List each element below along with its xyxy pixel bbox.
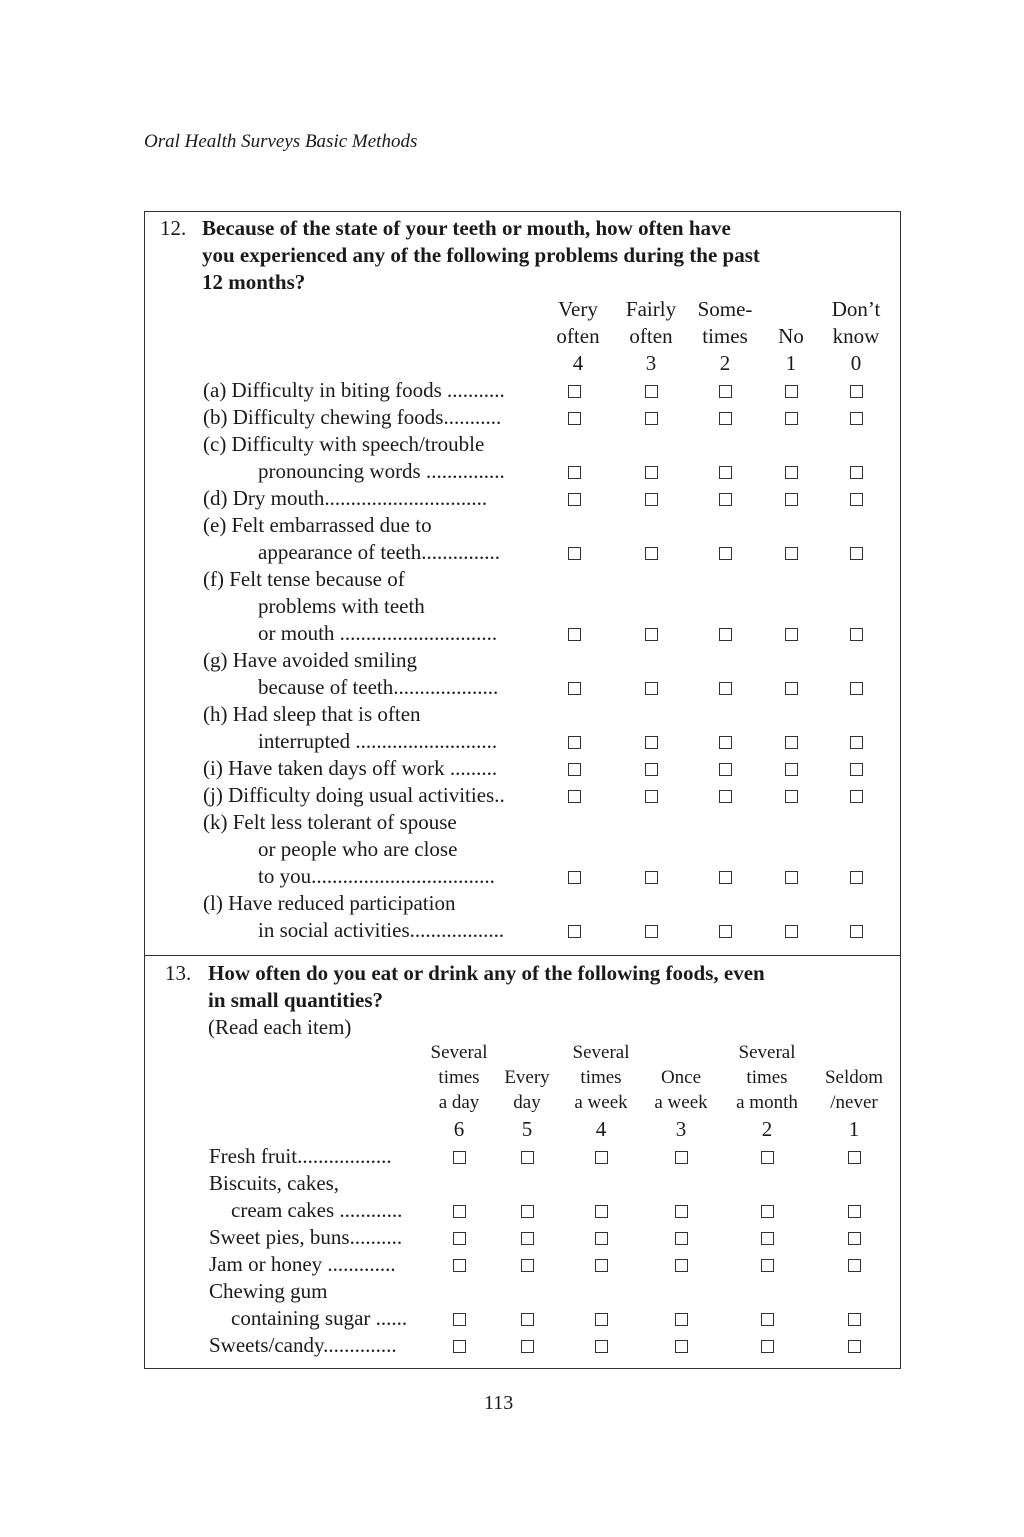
q12-item-label: because of teeth.................... <box>258 675 499 699</box>
q13-answer-checkbox[interactable] <box>595 1232 608 1245</box>
q12-column-code: 0 <box>850 351 862 375</box>
q12-item-label: (g) Have avoided smiling <box>203 648 418 672</box>
q12-column-code: 3 <box>645 351 657 375</box>
q13-column-code: 3 <box>675 1117 687 1141</box>
q12-answer-checkbox[interactable] <box>785 412 798 425</box>
q13-column-header: a month <box>736 1092 798 1113</box>
q12-answer-checkbox[interactable] <box>785 547 798 560</box>
q12-column-header: times <box>702 324 748 348</box>
q12-item-label: or mouth .............................. <box>258 621 498 645</box>
q13-column-code: 4 <box>595 1117 607 1141</box>
q12-answer-checkbox[interactable] <box>850 682 863 695</box>
q12-answer-checkbox[interactable] <box>785 790 798 803</box>
q12-column-header: Some- <box>697 297 753 321</box>
q13-answer-checkbox[interactable] <box>675 1313 688 1326</box>
q13-item-label: Jam or honey ............. <box>209 1252 396 1276</box>
q12-answer-checkbox[interactable] <box>785 871 798 884</box>
q13-answer-checkbox[interactable] <box>595 1340 608 1353</box>
q12-item-label: (e) Felt embarrassed due to <box>203 513 432 537</box>
q13-item-label: Fresh fruit.................. <box>209 1144 392 1168</box>
q12-answer-checkbox[interactable] <box>568 763 581 776</box>
q12-answer-checkbox[interactable] <box>785 682 798 695</box>
q12-answer-checkbox[interactable] <box>568 925 581 938</box>
q13-note: (Read each item) <box>208 1015 352 1039</box>
q12-answer-checkbox[interactable] <box>645 547 658 560</box>
q12-column-header: often <box>556 324 600 348</box>
q12-answer-checkbox[interactable] <box>645 763 658 776</box>
q13-item-label: Biscuits, cakes, <box>209 1171 340 1195</box>
q12-column-header: Very <box>558 297 598 321</box>
q12-answer-checkbox[interactable] <box>568 628 581 641</box>
q12-answer-checkbox[interactable] <box>645 466 658 479</box>
q13-column-header: /never <box>830 1092 878 1113</box>
q12-text-line: 12 months? <box>202 270 306 294</box>
q12-answer-checkbox[interactable] <box>568 385 581 398</box>
q13-answer-checkbox[interactable] <box>761 1340 774 1353</box>
q12-item-label: in social activities.................. <box>258 918 505 942</box>
q12-answer-checkbox[interactable] <box>719 682 732 695</box>
q12-answer-checkbox[interactable] <box>568 871 581 884</box>
q12-answer-checkbox[interactable] <box>645 790 658 803</box>
q12-answer-checkbox[interactable] <box>785 763 798 776</box>
q13-answer-checkbox[interactable] <box>761 1205 774 1218</box>
q13-answer-checkbox[interactable] <box>675 1151 688 1164</box>
q13-answer-checkbox[interactable] <box>675 1232 688 1245</box>
q13-item-label: cream cakes ............ <box>231 1198 403 1222</box>
q12-column-header: know <box>832 324 880 348</box>
q12-answer-checkbox[interactable] <box>850 790 863 803</box>
q12-answer-checkbox[interactable] <box>850 547 863 560</box>
q13-answer-checkbox[interactable] <box>595 1205 608 1218</box>
q13-column-header: Seldom <box>824 1067 884 1088</box>
q13-column-header: Several <box>738 1042 796 1063</box>
q12-answer-checkbox[interactable] <box>719 385 732 398</box>
q13-answer-checkbox[interactable] <box>848 1313 861 1326</box>
q12-item-label: interrupted ........................... <box>258 729 498 753</box>
q12-item-label: (j) Difficulty doing usual activities.. <box>203 783 505 807</box>
q12-answer-checkbox[interactable] <box>719 736 732 749</box>
q12-answer-checkbox[interactable] <box>850 385 863 398</box>
q12-answer-checkbox[interactable] <box>645 385 658 398</box>
q12-answer-checkbox[interactable] <box>850 736 863 749</box>
q12-answer-checkbox[interactable] <box>568 547 581 560</box>
q12-answer-checkbox[interactable] <box>719 790 732 803</box>
q12-item-label: (d) Dry mouth............................... <box>203 486 488 510</box>
q13-answer-checkbox[interactable] <box>521 1205 534 1218</box>
q12-item-label: (l) Have reduced participation <box>203 891 456 915</box>
q13-answer-checkbox[interactable] <box>453 1151 466 1164</box>
q12-answer-checkbox[interactable] <box>568 466 581 479</box>
q12-item-label: to you................................... <box>258 864 495 888</box>
q12-column-header: Fairly <box>625 297 677 321</box>
q13-column-header: times <box>746 1067 788 1088</box>
q12-answer-checkbox[interactable] <box>719 493 732 506</box>
q13-column-code: 5 <box>521 1117 533 1141</box>
section-divider <box>144 955 901 956</box>
q13-answer-checkbox[interactable] <box>761 1259 774 1272</box>
q12-column-header: No <box>778 324 804 348</box>
q13-answer-checkbox[interactable] <box>848 1340 861 1353</box>
q13-column-header: Once <box>660 1067 702 1088</box>
q12-answer-checkbox[interactable] <box>645 628 658 641</box>
q12-column-header: often <box>629 324 673 348</box>
q12-answer-checkbox[interactable] <box>850 925 863 938</box>
q12-answer-checkbox[interactable] <box>719 547 732 560</box>
q12-item-label: (i) Have taken days off work ......... <box>203 756 498 780</box>
q12-column-code: 2 <box>719 351 731 375</box>
q12-item-label: (c) Difficulty with speech/trouble <box>203 432 485 456</box>
q12-answer-checkbox[interactable] <box>719 466 732 479</box>
q12-answer-checkbox[interactable] <box>785 925 798 938</box>
q12-answer-checkbox[interactable] <box>645 682 658 695</box>
q13-column-header: times <box>438 1067 480 1088</box>
q12-answer-checkbox[interactable] <box>785 493 798 506</box>
q13-answer-checkbox[interactable] <box>848 1232 861 1245</box>
q12-item-label: (b) Difficulty chewing foods........... <box>203 405 502 429</box>
q13-column-header: Every <box>504 1067 550 1088</box>
q12-answer-checkbox[interactable] <box>850 412 863 425</box>
q13-column-header: Several <box>572 1042 630 1063</box>
q12-answer-checkbox[interactable] <box>850 763 863 776</box>
q13-column-header: a day <box>438 1092 480 1113</box>
q13-item-label: containing sugar ...... <box>231 1306 408 1330</box>
q12-item-label: (k) Felt less tolerant of spouse <box>203 810 457 834</box>
q13-column-code: 1 <box>848 1117 860 1141</box>
q13-column-header: a week <box>574 1092 628 1113</box>
q13-answer-checkbox[interactable] <box>595 1151 608 1164</box>
q12-item-label: pronouncing words ............... <box>258 459 505 483</box>
q13-answer-checkbox[interactable] <box>675 1259 688 1272</box>
q12-item-label: (h) Had sleep that is often <box>203 702 421 726</box>
q13-text-line: in small quantities? <box>208 988 384 1012</box>
q12-answer-checkbox[interactable] <box>645 412 658 425</box>
q12-answer-checkbox[interactable] <box>719 412 732 425</box>
q13-answer-checkbox[interactable] <box>595 1259 608 1272</box>
q13-answer-checkbox[interactable] <box>761 1151 774 1164</box>
q12-item-label: (f) Felt tense because of <box>203 567 405 591</box>
q13-answer-checkbox[interactable] <box>453 1313 466 1326</box>
q13-answer-checkbox[interactable] <box>761 1313 774 1326</box>
q13-column-code: 6 <box>453 1117 465 1141</box>
q12-answer-checkbox[interactable] <box>719 763 732 776</box>
q13-column-code: 2 <box>761 1117 773 1141</box>
q12-answer-checkbox[interactable] <box>645 736 658 749</box>
q13-item-label: Sweets/candy.............. <box>209 1333 397 1357</box>
q12-answer-checkbox[interactable] <box>719 925 732 938</box>
q12-column-code: 1 <box>785 351 797 375</box>
q12-answer-checkbox[interactable] <box>785 466 798 479</box>
q13-answer-checkbox[interactable] <box>521 1232 534 1245</box>
q13-answer-checkbox[interactable] <box>848 1259 861 1272</box>
q12-answer-checkbox[interactable] <box>719 871 732 884</box>
q13-column-header: times <box>580 1067 622 1088</box>
q12-answer-checkbox[interactable] <box>719 628 732 641</box>
q13-answer-checkbox[interactable] <box>521 1151 534 1164</box>
q12-text-line: you experienced any of the following problems during the past <box>202 243 760 267</box>
q13-text-line: How often do you eat or drink any of the following foods, even <box>208 961 765 985</box>
q13-answer-checkbox[interactable] <box>453 1259 466 1272</box>
q13-answer-checkbox[interactable] <box>675 1205 688 1218</box>
q13-answer-checkbox[interactable] <box>453 1232 466 1245</box>
q13-answer-checkbox[interactable] <box>848 1205 861 1218</box>
q12-column-code: 4 <box>572 351 584 375</box>
q12-answer-checkbox[interactable] <box>568 493 581 506</box>
q13-answer-checkbox[interactable] <box>453 1340 466 1353</box>
q12-answer-checkbox[interactable] <box>850 466 863 479</box>
q12-answer-checkbox[interactable] <box>850 871 863 884</box>
q12-answer-checkbox[interactable] <box>568 412 581 425</box>
q13-item-label: Sweet pies, buns.......... <box>209 1225 403 1249</box>
q12-answer-checkbox[interactable] <box>785 628 798 641</box>
q13-answer-checkbox[interactable] <box>675 1340 688 1353</box>
q13-answer-checkbox[interactable] <box>521 1313 534 1326</box>
q13-answer-checkbox[interactable] <box>453 1205 466 1218</box>
running-head: Oral Health Surveys Basic Methods <box>144 131 418 152</box>
q13-column-header: day <box>513 1092 541 1113</box>
q12-item-label: (a) Difficulty in biting foods ........... <box>203 378 505 402</box>
q12-answer-checkbox[interactable] <box>645 493 658 506</box>
q13-column-header: a week <box>654 1092 708 1113</box>
q13-item-label: Chewing gum <box>209 1279 328 1303</box>
q12-item-label: or people who are close <box>258 837 458 861</box>
q12-item-label: problems with teeth <box>258 594 425 618</box>
q12-answer-checkbox[interactable] <box>785 385 798 398</box>
q12-column-header: Don’t <box>831 297 881 321</box>
q12-answer-checkbox[interactable] <box>785 736 798 749</box>
q12-answer-checkbox[interactable] <box>645 925 658 938</box>
q13-answer-checkbox[interactable] <box>595 1313 608 1326</box>
q12-answer-checkbox[interactable] <box>850 493 863 506</box>
q13-number: 13. <box>165 961 192 985</box>
q13-answer-checkbox[interactable] <box>761 1232 774 1245</box>
page-number: 113 <box>484 1392 514 1414</box>
q12-answer-checkbox[interactable] <box>568 682 581 695</box>
q12-answer-checkbox[interactable] <box>568 790 581 803</box>
q13-answer-checkbox[interactable] <box>521 1340 534 1353</box>
q12-answer-checkbox[interactable] <box>568 736 581 749</box>
q13-column-header: Several <box>430 1042 488 1063</box>
q12-answer-checkbox[interactable] <box>850 628 863 641</box>
q13-answer-checkbox[interactable] <box>521 1259 534 1272</box>
q12-answer-checkbox[interactable] <box>645 871 658 884</box>
q12-number: 12. <box>160 216 187 240</box>
q12-item-label: appearance of teeth............... <box>258 540 500 564</box>
q13-answer-checkbox[interactable] <box>848 1151 861 1164</box>
q12-text-line: Because of the state of your teeth or mouth, how often have <box>202 216 731 240</box>
